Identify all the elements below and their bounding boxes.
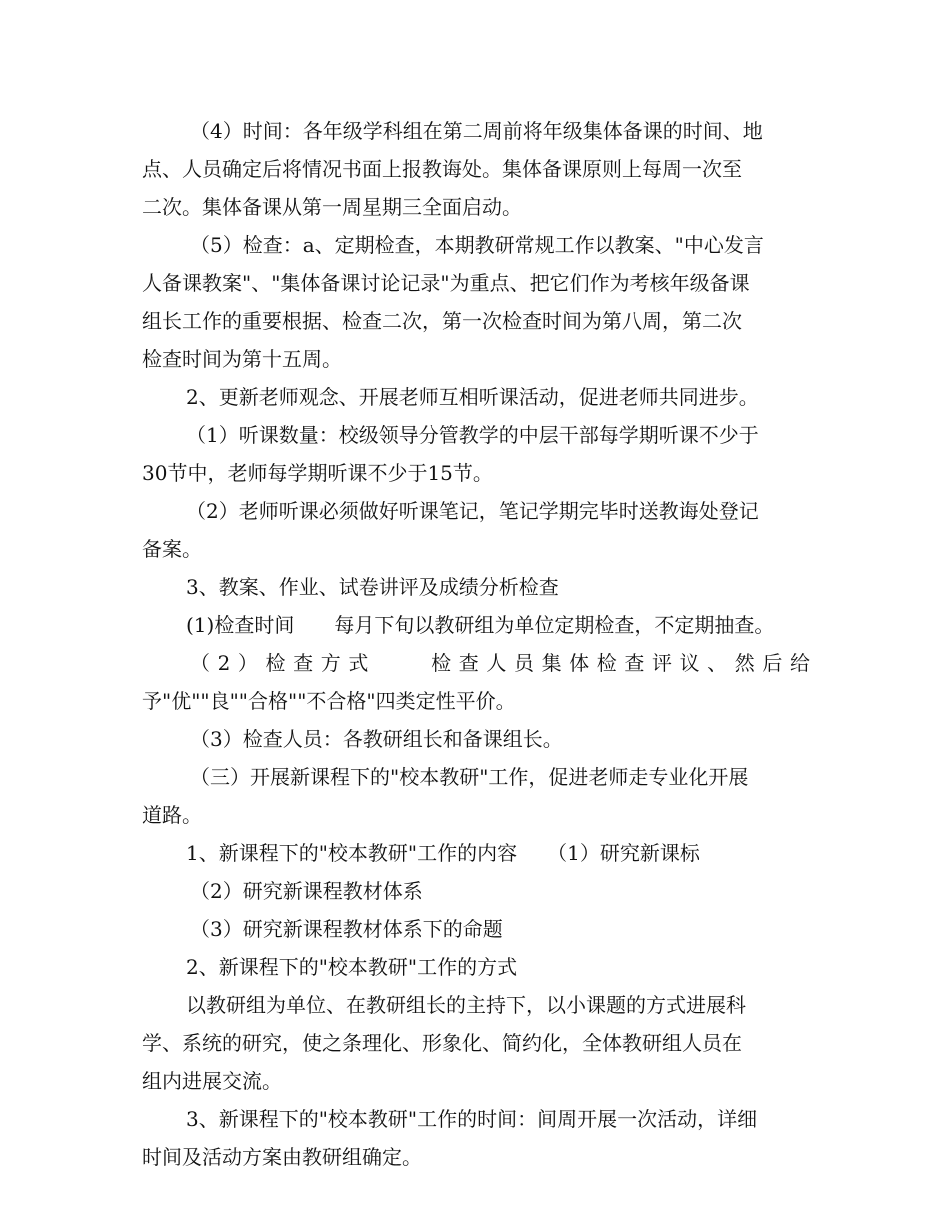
text-line: 组内进展交流。 [142, 1069, 282, 1093]
text-line: 组长工作的重要根据、检查二次，第一次检查时间为第八周，第二次 [142, 309, 742, 333]
text-line: 3、新课程下的"校本教研"工作的时间：间周开展一次活动，详细 [186, 1107, 758, 1131]
text-line: 2、更新老师观念、开展老师互相听课活动，促进老师共同进步。 [186, 385, 759, 409]
text-line: 予"优""良""合格""不合格"四类定性平价。 [142, 689, 516, 713]
text-line: （5）检查：a、定期检查，本期教研常规工作以教案、"中心发言 [190, 233, 764, 257]
text-line: 时间及活动方案由教研组确定。 [142, 1145, 422, 1169]
text-line: 30节中，老师每学期听课不少于15节。 [142, 461, 493, 485]
text-line: （2）老师听课必须做好听课笔记，笔记学期完毕时送教诲处登记 [186, 499, 759, 523]
text-line: 备案。 [142, 537, 202, 561]
text-line: （4）时间：各年级学科组在第二周前将年级集体备课的时间、地 [190, 119, 763, 143]
text-line: 道路。 [142, 803, 202, 827]
text-line: 检查时间为第十五周。 [142, 347, 342, 371]
text-line: 点、人员确定后将情况书面上报教诲处。集体备课原则上每周一次至 [142, 157, 742, 181]
text-line: 3、教案、作业、试卷讲评及成绩分析检查 [186, 575, 559, 599]
text-line: (1)检查时间 每月下旬以教研组为单位定期检查，不定期抽查。 [186, 613, 775, 637]
text-line: 以教研组为单位、在教研组长的主持下，以小课题的方式进展科 [186, 993, 746, 1017]
text-line: 学、系统的研究，使之条理化、形象化、简约化，全体教研组人员在 [142, 1031, 742, 1055]
text-line: 1、新课程下的"校本教研"工作的内容 （1）研究新课标 [186, 841, 700, 865]
text-line: （三）开展新课程下的"校本教研"工作，促进老师走专业化开展 [190, 765, 749, 789]
text-line: （2）检查方式 检查人员集体检查评议、然后给 [190, 651, 810, 675]
text-line: （1）听课数量：校级领导分管教学的中层干部每学期听课不少于 [186, 423, 759, 447]
text-line: 2、新课程下的"校本教研"工作的方式 [186, 955, 518, 979]
text-line: 二次。集体备课从第一周星期三全面启动。 [142, 195, 522, 219]
text-line: （3）研究新课程教材体系下的命题 [190, 917, 503, 941]
text-line: 人备课教案"、"集体备课讨论记录"为重点、把它们作为考核年级备课 [142, 271, 750, 295]
text-line: （3）检查人员：各教研组长和备课组长。 [190, 727, 563, 751]
text-line: （2）研究新课程教材体系 [190, 879, 423, 903]
